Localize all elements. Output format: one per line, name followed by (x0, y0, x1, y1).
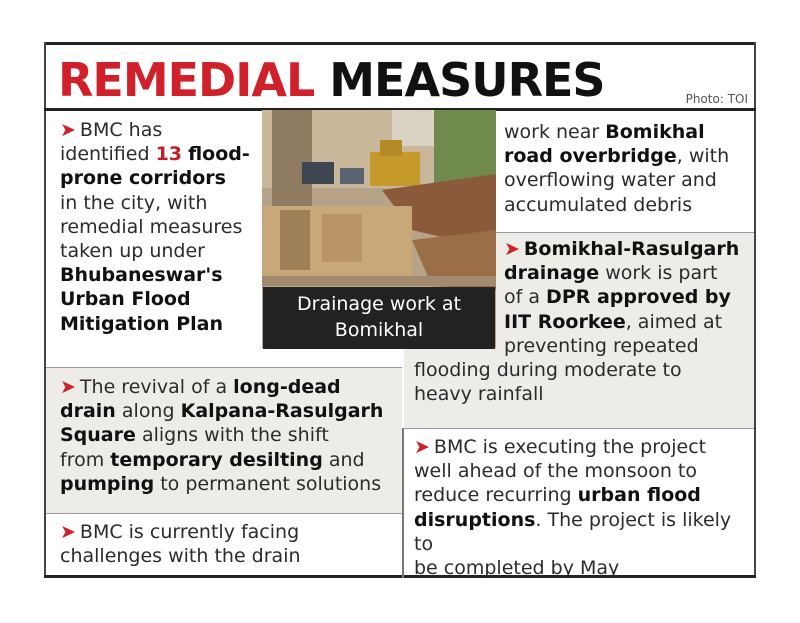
left-bullet-3: ➤ BMC is currently facing challenges with the drain (60, 521, 301, 568)
right-divider-2 (404, 428, 754, 429)
left-divider-1 (46, 367, 402, 368)
bullet-arrow-icon: ➤ (60, 376, 76, 398)
bullet-arrow-icon: ➤ (504, 238, 520, 260)
left-divider-2 (46, 513, 402, 514)
right-bullet-2: ➤ Bomikhal-Rasulgarh drainage work is part of a DPR approved by IIT Roorkee, aimed at preventing repeated flooding during moderate to heavy rainfall (414, 238, 740, 406)
headline (58, 54, 605, 106)
headline-red: REMEDIAL (58, 53, 315, 107)
photo-credit: Photo: TOI (685, 92, 748, 106)
bullet-arrow-icon: ➤ (60, 119, 76, 141)
column-rule (402, 428, 404, 578)
right-bullet-3: ➤ BMC is executing the project well ahead of the monsoon to reduce recurring urban flood disruptions. The project is likely to be completed by May (414, 436, 732, 580)
corridor-count: 13 (155, 143, 183, 166)
caption-line-2: Bomikhal (334, 319, 424, 341)
caption-line-1: Drainage work at (297, 293, 461, 315)
bullet-arrow-icon: ➤ (60, 521, 76, 543)
left-bullet-1: ➤ BMC has identified 13 flood- prone corridors in the city, with remedial measures taken up under Bhubaneswar's Urban Flood Mitigation Plan (60, 119, 250, 335)
right-bullet-1-continued: work near Bomikhal road overbridge, with overflowing water and accumulated debris (504, 121, 730, 216)
right-rule (754, 42, 756, 578)
headline-black: MEASURES (329, 53, 605, 107)
left-bullet-2: ➤ The revival of a long-dead drain along Kalpana-Rasulgarh Square aligns with the shift from temporary desilting and pumping to permanent solutions (60, 376, 384, 495)
infobox (44, 42, 756, 578)
bullet-arrow-icon: ➤ (414, 436, 430, 458)
top-rule (44, 42, 756, 45)
